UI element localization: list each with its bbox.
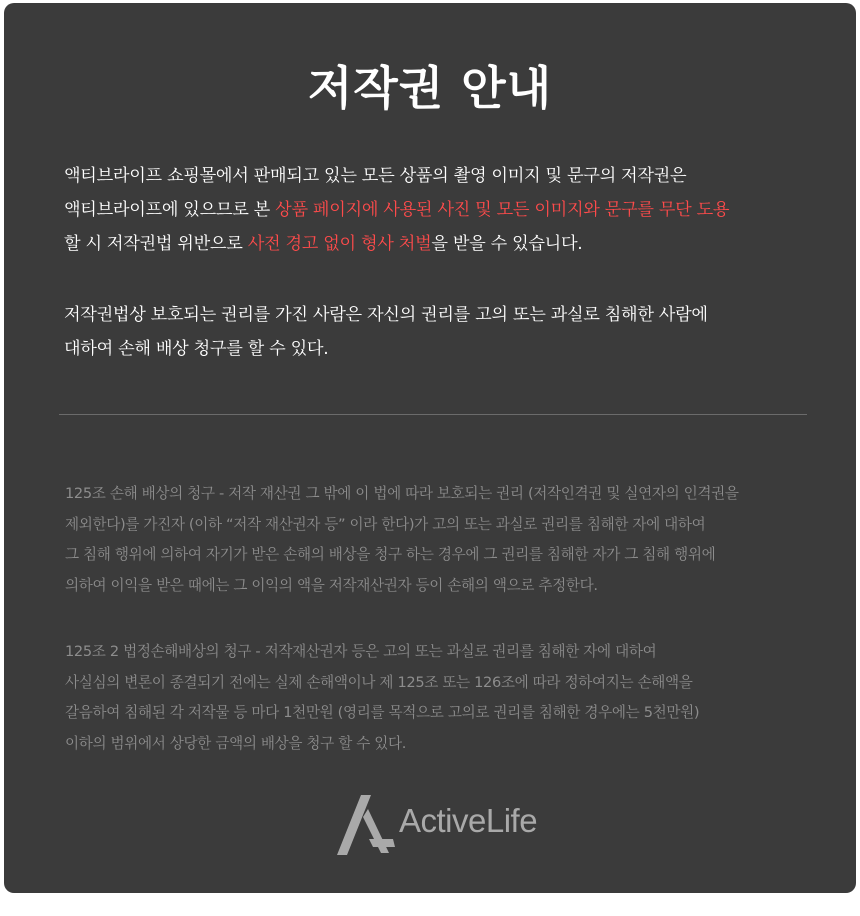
article-125-paragraph bbox=[65, 479, 810, 601]
article-125-2-line-4: 이하의 범위에서 상당한 금액의 배상을 청구 할 수 있다. bbox=[65, 734, 407, 752]
intro-line-1-text: 액티브라이프 쇼핑몰에서 판매되고 있는 모든 상품의 촬영 이미지 및 문구의 저작권은 bbox=[64, 166, 687, 186]
article-125-2-line-3: 갈음하여 침해된 각 저작물 등 마다 1천만원 (영리를 목적으로 고의로 권리를 침해한 경우에는 5천만원) bbox=[65, 704, 700, 721]
unauthorized-use-warning: 상품 페이지에 사용된 사진 및 모든 이미지와 문구를 무단 도용 bbox=[275, 200, 730, 220]
article-125-line-2: 제외한다)를 가진자 (이하 “저작 재산권자 등” 이라 한다)가 고의 또는 과실로 권리를 침해한 자에 대하여 bbox=[65, 515, 706, 533]
intro-line-2-text: 액티브라이프에 있으므로 본 bbox=[64, 200, 276, 220]
copyright-notice-panel bbox=[4, 3, 856, 893]
criminal-penalty-warning: 사전 경고 없이 형사 처벌 bbox=[247, 234, 432, 254]
article-125-2-line-1: 125조 2 법정손해배상의 청구 - 저작재산권자 등은 고의 또는 과실로 권리를 침해한 자에 대하여 bbox=[65, 643, 657, 660]
intro-line-3 bbox=[64, 227, 809, 261]
intro-line-1 bbox=[64, 159, 809, 193]
section-divider bbox=[59, 414, 807, 415]
article-125-2-paragraph bbox=[65, 637, 810, 759]
copyright-intro-paragraph bbox=[64, 159, 809, 261]
activelife-logo-text: ActiveLife bbox=[399, 802, 538, 839]
article-125-line-4: 의하여 이익을 받은 때에는 그 이익의 액을 저작재산권자 등이 손해의 액으로 추정한다. bbox=[65, 576, 598, 594]
activelife-logo-icon bbox=[337, 795, 395, 855]
damages-line-2: 대하여 손해 배상 청구를 할 수 있다. bbox=[64, 339, 329, 359]
damages-line-1: 저작권법상 보호되는 권리를 가진 사람은 자신의 권리를 고의 또는 과실로 침해한 사람에 bbox=[64, 305, 708, 325]
activelife-logo bbox=[337, 795, 537, 855]
damages-claim-paragraph bbox=[64, 298, 809, 366]
intro-line-3-start: 할 시 저작권법 위반으로 bbox=[64, 234, 248, 254]
article-125-2-line-2: 사실심의 변론이 종결되기 전에는 실제 손해액이나 제 125조 또는 126조에 따라 정하여지는 손해액을 bbox=[65, 673, 693, 691]
article-125-line-3: 그 침해 행위에 의하여 자기가 받은 손해의 배상을 청구 하는 경우에 그 권리를 침해한 자가 그 침해 행위에 bbox=[65, 546, 716, 563]
intro-line-3-end: 을 받을 수 있습니다. bbox=[431, 234, 583, 254]
article-125-line-1: 125조 손해 배상의 청구 - 저작 재산권 그 밖에 이 법에 따라 보호되는 권리 (저작인격권 및 실연자의 인격권을 bbox=[65, 485, 739, 502]
intro-line-2 bbox=[64, 193, 809, 227]
notice-title: 저작권 안내 bbox=[307, 61, 553, 115]
